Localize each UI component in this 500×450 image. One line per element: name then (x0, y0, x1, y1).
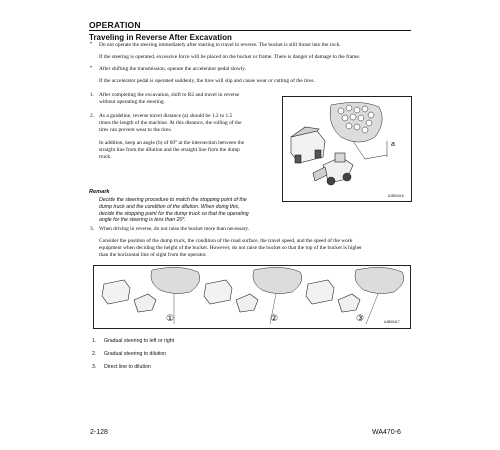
step-3-number: 3. (90, 226, 95, 232)
angle-line (365, 155, 387, 159)
rock-pile-icon (355, 267, 404, 293)
subsection-heading: Traveling in Reverse After Excavation (89, 33, 232, 42)
option-1-scene (102, 267, 200, 324)
figure-2-code: AJB00417 (384, 320, 400, 324)
path-line (366, 294, 378, 324)
option-1-number: 1. (92, 338, 97, 344)
remark-label: Remark (89, 189, 110, 195)
step-2-line-3: tires can prevent wear to the tires. (99, 127, 172, 133)
rock-pile-icon (330, 102, 382, 142)
reverse-travel-illustration (283, 97, 411, 201)
section-heading: OPERATION (89, 20, 141, 30)
step-3-para-1: Consider the position of the dump truck, the condition of the road surface, the travel speed, and the speed of the work (99, 238, 353, 244)
rock-pile-icon (253, 267, 302, 293)
bullet-2-text: After shifting the transmission, operate the accelerator pedal slowly. (99, 66, 246, 72)
bullet-1-note: If the steering is operated, excessive force will be placed on the bucket or frame. There is danger of damage to the frame. (99, 54, 361, 60)
bullet-marker: • (90, 41, 93, 47)
bullet-2-note: If the accelerator pedal is operated suddenly, the tires will slip and cause wear or cutting of the tires. (99, 78, 315, 84)
model-name: WA470-6 (372, 429, 401, 436)
option-2-scene (204, 267, 302, 324)
dump-truck-icon (306, 280, 334, 304)
page-number: 2-128 (90, 429, 108, 436)
step-2-extra-2: straight line from the dilution and the straight line from the dump (99, 147, 240, 153)
remark-text: Decide the steering procedure to match the stopping point of the dump truck and the condition of the dilution. When doing this, decide the stopping point for the dump truck so that the operating angle for the steering is less than 20°. (99, 197, 249, 224)
section-divider (89, 30, 411, 31)
option-3-number: 3. (92, 364, 97, 370)
bullet-marker: • (90, 65, 93, 71)
step-2-number: 2. (90, 113, 95, 119)
option-1-text: Gradual steering to left or right (104, 338, 175, 344)
step-2-extra-3: truck. (99, 154, 112, 160)
distance-label: a (391, 141, 395, 148)
wheel-loader-icon (338, 294, 360, 312)
step-3-line: When driving in reverse, do not raise the bucket more than necessary. (99, 226, 250, 232)
travel-path-line (353, 141, 365, 159)
wheel-loader-icon (134, 294, 156, 312)
figure-reverse-travel (282, 96, 412, 202)
bullet-1-text: Do not operate the steering immediately after starting to travel in reverse. The bucket is still thrust into the rock. (99, 42, 341, 48)
dump-truck-icon (102, 280, 130, 304)
option-2-text: Gradual steering to dilution (104, 351, 166, 357)
option-3-scene (306, 267, 404, 324)
rock-pile-icon (151, 267, 200, 293)
option-3-marker: ③ (356, 314, 365, 324)
step-1-line-1: After completing the excavation, shift to R2 and travel in reverse (99, 92, 240, 98)
step-2-line-2: times the length of the machine. At this distance, the rolling of the (99, 120, 242, 126)
dump-truck-icon (204, 280, 232, 304)
figure-1-code: AJB00416 (388, 194, 404, 198)
step-2-line-1: As a guideline, reverse travel distance (a) should be 1.2 to 1.5 (99, 113, 233, 119)
option-2-marker: ② (270, 314, 279, 324)
option-2-number: 2. (92, 351, 97, 357)
step-3-para-2: equipment when deciding the height of the bucket. However, do not raise the bucket so that the top of the bucket is higher (99, 245, 362, 251)
option-1-marker: ① (166, 314, 175, 324)
step-3-para-3: than the horizontal line of sight from the operator. (99, 252, 207, 258)
figure-steering-options (93, 265, 411, 329)
step-1-number: 1. (90, 92, 95, 98)
step-1-line-2: without operating the steering. (99, 99, 165, 105)
wheel-loader-icon (236, 294, 258, 312)
dump-truck-icon (291, 127, 325, 163)
step-2-extra-1: In addition, keep an angle (b) of 60° at the intersection between the (99, 140, 245, 146)
option-3-text: Direct line to dilution (104, 364, 151, 370)
